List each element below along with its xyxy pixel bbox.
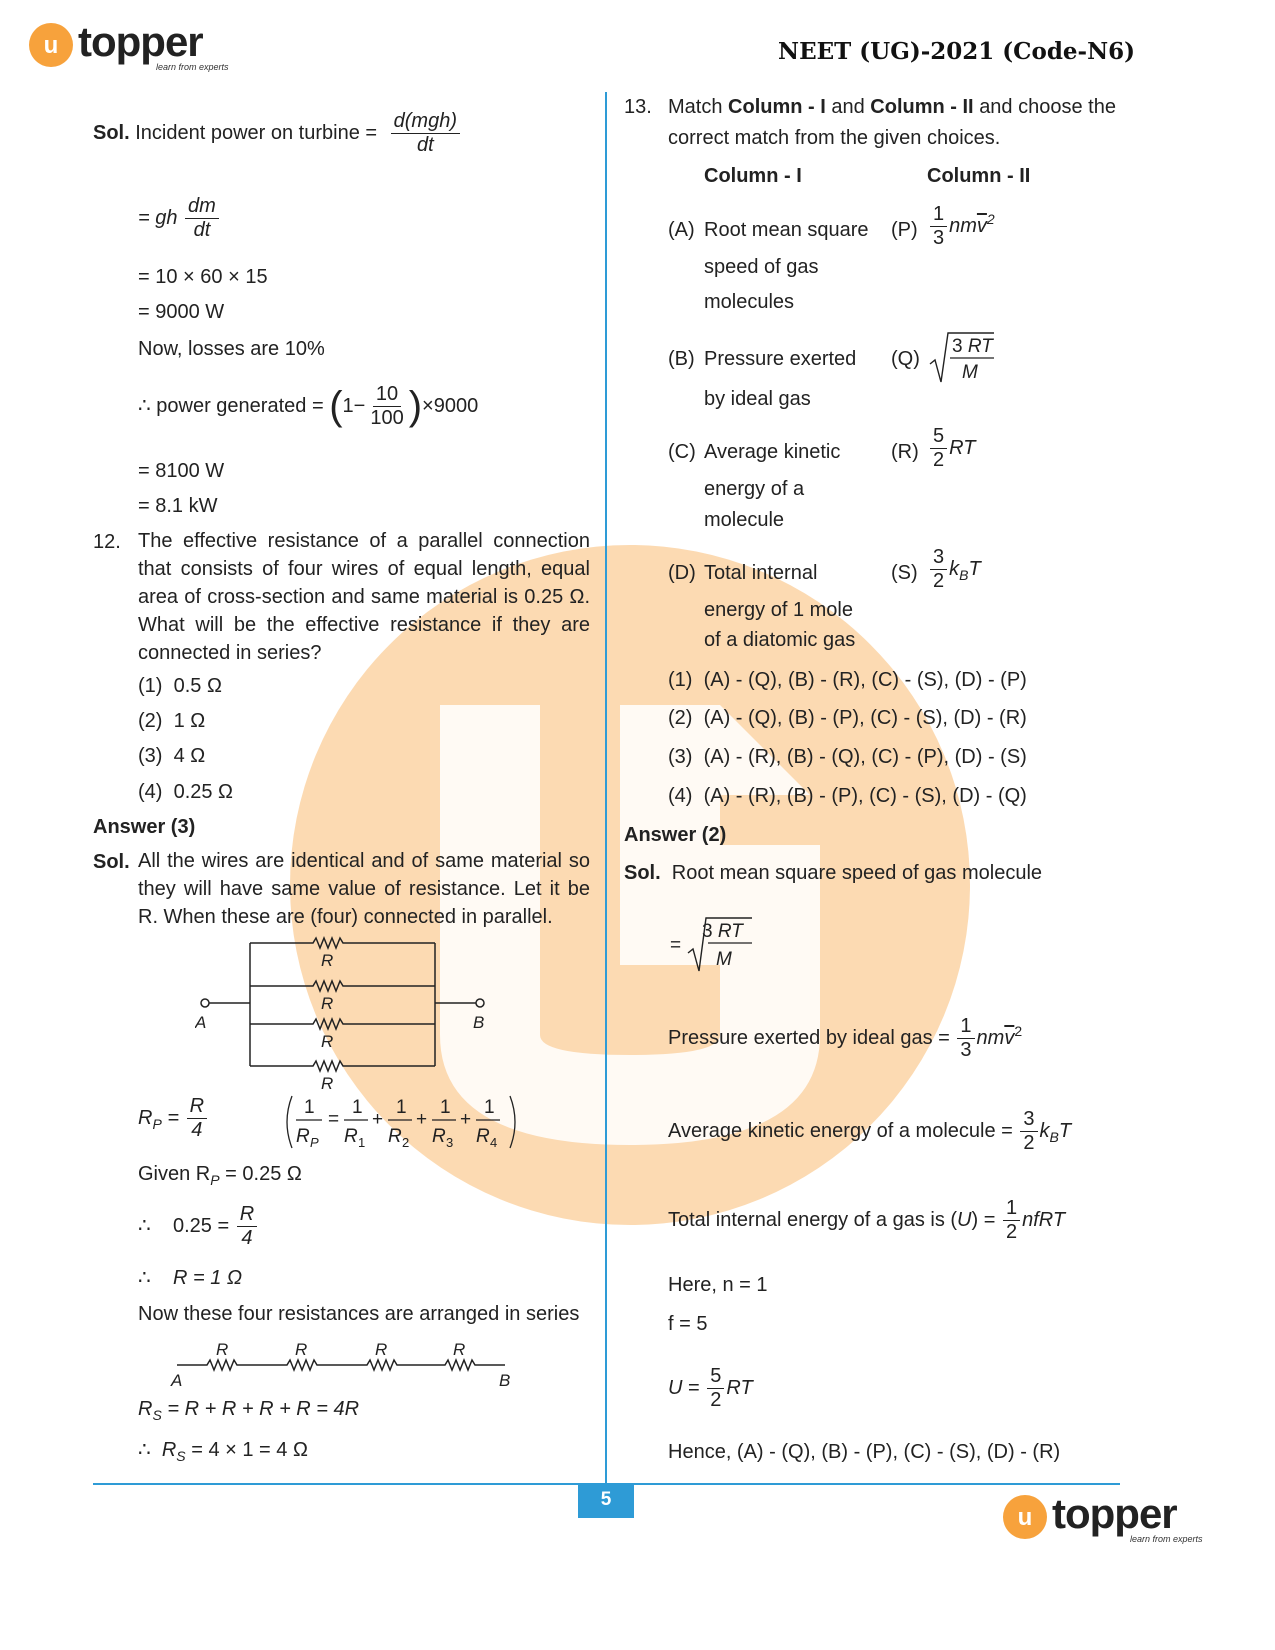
row-d-line3: of a diatomic gas [704, 629, 856, 651]
row-a-line2: speed of gas [704, 256, 819, 278]
answer12: Answer (3) [93, 816, 196, 838]
q12-option-1: (1) 0.5 Ω [138, 675, 222, 697]
terminal-b-label: B [473, 1013, 485, 1032]
topper-logo-icon [1002, 1494, 1048, 1540]
row-b-line1: Pressure exerted [704, 348, 857, 370]
internal-line: Total internal energy of a gas is (U) = $\frac{1}{2}$ nfRT [668, 1197, 1066, 1243]
svg-text:P: P [310, 1135, 319, 1150]
terminal-a-label: A [171, 1371, 183, 1390]
resistor-label: R [216, 1340, 229, 1359]
page-number-box [578, 1484, 634, 1518]
row-r-label: (R) [891, 441, 919, 463]
sol11-line [93, 110, 462, 157]
row-d-label: (D) [668, 562, 696, 584]
series-circuit-diagram [165, 1340, 515, 1390]
svg-text:+: + [416, 1109, 428, 1130]
q12-option-4: (4) 0.25 Ω [138, 781, 234, 803]
q12-option-2: (2) 1 Ω [138, 710, 206, 732]
exam-code: NEET (UG)-2021 (Code-N6) [778, 38, 1135, 65]
svg-text:1: 1 [440, 1097, 451, 1118]
svg-text:M: M [716, 949, 732, 970]
ke-line: Average kinetic energy of a molecule = $\frac{3}{2}$ $k_BT$ [668, 1108, 1072, 1154]
q13-option-3: (3) (A) - (R), (B) - (Q), (C) - (P), (D) - (S) [668, 746, 1027, 768]
u-equation: U = $\frac{5}{2}$ RT [668, 1365, 753, 1411]
pressure-line: Pressure exerted by ideal gas = $\frac{1}{3}$ $nm\overline{v}^2$ [668, 1015, 1023, 1061]
row-b-line2: by ideal gas [704, 388, 811, 410]
svg-text:R: R [388, 1126, 402, 1147]
col1-header: Column - I [704, 165, 802, 187]
hence-line: Hence, (A) - (Q), (B) - (P), (C) - (S), (D) - (R) [668, 1441, 1061, 1463]
step6: = 8100 W [138, 460, 225, 482]
svg-text:1: 1 [352, 1097, 363, 1118]
q13-number: 13. [624, 96, 652, 118]
resistor-label: R [321, 994, 334, 1013]
topper-logo-icon [28, 22, 74, 68]
q12-text: The effective resistance of a parallel connection that consists of four wires of equal length, equal area of cross-section and same material is 0.25 Ω. What will be the effective resistance if they are connected in series? [138, 530, 590, 664]
col2-header: Column - II [927, 165, 1031, 187]
resistor-label: R [295, 1340, 308, 1359]
row-d-line2: energy of 1 mole [704, 599, 853, 621]
footer-logo-text: topper [1052, 1490, 1177, 1537]
svg-text:=: = [670, 935, 682, 956]
answer13: Answer (2) [624, 824, 727, 846]
resistor-label: R [321, 951, 334, 970]
rs-equation: $R_S = R + R + R + R = 4R$ [138, 1398, 360, 1423]
parallel-circuit-diagram [195, 928, 515, 1093]
row-b-label: (B) [668, 348, 695, 370]
svg-text:1: 1 [396, 1097, 407, 1118]
given-rp: Given $R_P = 0.25$ Ω [138, 1163, 302, 1188]
column-divider [605, 92, 607, 1490]
step4: Now, losses are 10% [138, 338, 325, 360]
row-a-line1: Root mean square [704, 219, 869, 241]
row-c-label: (C) [668, 441, 696, 463]
svg-text:3 RT: 3 RT [952, 336, 993, 357]
row-c-line3: molecule [704, 509, 785, 531]
step5: ∴ power generated = (1− $\frac{10}{100}$ )×9000 [138, 383, 479, 429]
sol13-line: Sol. Root mean square speed of gas molecule [624, 862, 1043, 884]
q13-option-4: (4) (A) - (R), (B) - (P), (C) - (S), (D) - (Q) [668, 785, 1027, 807]
row-p-label: (P) [891, 219, 918, 241]
sol11-text: Incident power on turbine = [135, 121, 378, 144]
svg-text:3 RT: 3 RT [702, 921, 743, 942]
terminal-a-label: A [195, 1013, 207, 1032]
sol11-fraction: $\frac{\text{d(mgh)}}{dt}$ [391, 110, 460, 157]
svg-text:2: 2 [402, 1135, 410, 1150]
svg-text:+: + [460, 1109, 472, 1130]
rp-equation: $R_P$ = $\frac{R}{4}$ [138, 1095, 209, 1142]
q12-number: 12. [93, 531, 121, 553]
q13-option-1: (1) (A) - (Q), (B) - (R), (C) - (S), (D) - (P) [668, 669, 1027, 691]
step2: = 10 × 60 × 15 [138, 266, 268, 288]
sol11-prefix: Sol. [93, 121, 130, 144]
q13-option-2: (2) (A) - (Q), (B) - (P), (C) - (S), (D) - (R) [668, 707, 1027, 729]
q12-option-3: (3) 4 Ω [138, 745, 206, 767]
row-c-line1: Average kinetic [704, 441, 841, 463]
svg-text:4: 4 [490, 1135, 498, 1150]
row-q-label: (Q) [891, 348, 920, 370]
resistor-label: R [321, 1074, 334, 1093]
logo-text: topper [78, 18, 203, 65]
q13-line2: correct match from the given choices. [668, 127, 1001, 149]
svg-text:R: R [476, 1126, 490, 1147]
logo-tagline: learn from experts [156, 62, 229, 72]
row-s-label: (S) [891, 562, 918, 584]
footer-logo[interactable] [1002, 1490, 1203, 1550]
eq2: ∴ R = 1 Ω [138, 1267, 243, 1289]
footer-logo-tagline: learn from experts [1130, 1534, 1203, 1544]
f-eq: f = 5 [668, 1313, 708, 1335]
svg-text:u: u [1017, 1504, 1033, 1531]
rs-final: ∴ $R_S = 4 \times 1 = 4$ Ω [138, 1439, 308, 1464]
svg-text:1: 1 [358, 1135, 366, 1150]
sol12-text: All the wires are identical and of same material so they will have same value of resistance. Let it be R. When these are (four) connected in parallel. [138, 850, 590, 928]
step7: = 8.1 kW [138, 495, 218, 517]
row-a-line3: molecules [704, 291, 795, 313]
svg-text:R: R [296, 1126, 310, 1147]
svg-text:3: 3 [446, 1135, 454, 1150]
resistor-label: R [453, 1340, 466, 1359]
resistor-label: R [375, 1340, 388, 1359]
row-a-label: (A) [668, 219, 695, 241]
step3: = 9000 W [138, 301, 225, 323]
formula-vrms [668, 915, 768, 975]
here-n: Here, n = 1 [668, 1274, 768, 1296]
row-c-line2: energy of a [704, 478, 805, 500]
svg-text:M: M [962, 362, 978, 383]
step1: = gh $\frac{dm}{dt}$ [138, 195, 221, 242]
svg-text:+: + [372, 1109, 384, 1130]
svg-text:u: u [43, 32, 59, 59]
series-text: Now these four resistances are arranged in series [138, 1303, 580, 1325]
row-d-line1: Total internal [704, 562, 818, 584]
terminal-b-label: B [499, 1371, 511, 1390]
svg-text:R: R [432, 1126, 446, 1147]
parallel-formula [282, 1092, 522, 1152]
page-number: 5 [600, 1489, 612, 1510]
q13-line1: Match Column - I and Column - II and choose the [668, 96, 1116, 118]
eq1: ∴ 0.25 = $\frac{R}{4}$ [138, 1203, 259, 1250]
svg-text:1: 1 [304, 1097, 315, 1118]
svg-text:=: = [328, 1109, 340, 1130]
formula-p: $\frac{1}{3}$ $nm\overline{v}^2$ [928, 203, 995, 250]
formula-s: $\frac{3}{2}$ $k_BT$ [928, 546, 981, 593]
svg-text:R: R [344, 1126, 358, 1147]
formula-q [928, 330, 998, 386]
sol12-prefix: Sol. [93, 851, 130, 873]
resistor-label: R [321, 1032, 334, 1051]
svg-text:1: 1 [484, 1097, 495, 1118]
formula-r: $\frac{5}{2}$ RT [928, 425, 975, 472]
